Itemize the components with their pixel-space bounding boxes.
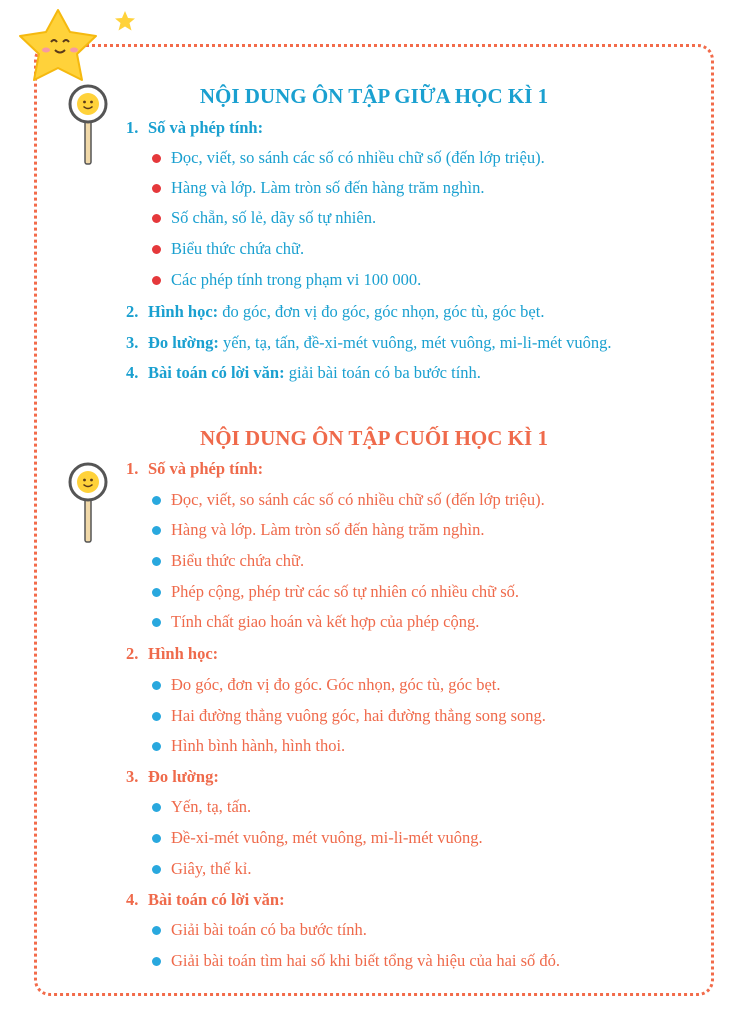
list-item-text: Đo góc, đơn vị đo góc. Góc nhọn, góc tù, góc bẹt. [171,675,501,694]
bullet-dot [152,742,161,751]
bullet-dot [152,957,161,966]
bullet-dot [152,245,161,254]
bullet-dot [152,557,161,566]
topic-number: 2. [126,644,139,663]
topic-heading: Hình học: [148,644,219,663]
bullet-dot [152,588,161,597]
bullet-dot [152,618,161,627]
bullet-dot [152,526,161,535]
bullet-dot [152,834,161,843]
list-item-text: Đề-xi-mét vuông, mét vuông, mi-li-mét vuông. [171,828,483,847]
topic-number: 4. [126,363,139,382]
topic-number: 3. [126,333,139,352]
small-star-icon [114,10,136,32]
list-item-text: Tính chất giao hoán và kết hợp của phép cộng. [171,612,480,631]
list-item-text: Giải bài toán tìm hai số khi biết tổng và hiệu của hai số đó. [171,951,561,970]
list-item-text: Giải bài toán có ba bước tính. [171,920,367,939]
topic-heading: Bài toán có lời văn: [148,363,285,382]
list-item-text: Đọc, viết, so sánh các số có nhiều chữ số (đến lớp triệu). [171,148,545,167]
bullet-dot [152,184,161,193]
list-item-text: Hai đường thẳng vuông góc, hai đường thẳng song song. [171,706,546,725]
list-item-text: Hàng và lớp. Làm tròn số đến hàng trăm nghìn. [171,178,485,197]
list-item-text: Các phép tính trong phạm vi 100 000. [171,270,422,289]
lollipop-smiley-icon [68,460,108,544]
bullet-dot [152,926,161,935]
bullet-dot [152,712,161,721]
bullet-dot [152,681,161,690]
list-item-text: Phép cộng, phép trừ các số tự nhiên có nhiều chữ số. [171,582,520,601]
topic-text: yến, tạ, tấn, đề-xi-mét vuông, mét vuông, mi-li-mét vuông. [218,333,612,352]
topic-text: đo góc, đơn vị đo góc, góc nhọn, góc tù, góc bẹt. [218,302,545,321]
topic-text: giải bài toán có ba bước tính. [284,363,481,382]
section-title-final: NỘI DUNG ÔN TẬP CUỐI HỌC KÌ 1 [200,426,548,450]
list-item-text: Đọc, viết, so sánh các số có nhiều chữ số (đến lớp triệu). [171,490,545,509]
bullet-dot [152,214,161,223]
star-mascot-icon [10,6,106,86]
list-item-text: Số chẵn, số lẻ, dãy số tự nhiên. [171,208,377,227]
topic-number: 1. [126,118,139,137]
list-item-text: Hình bình hành, hình thoi. [171,736,346,755]
bullet-dot [152,496,161,505]
bullet-dot [152,803,161,812]
list-item-text: Hàng và lớp. Làm tròn số đến hàng trăm nghìn. [171,520,485,539]
list-item-text: Yến, tạ, tấn. [171,797,252,816]
topic-number: 4. [126,890,139,909]
topic-number: 1. [126,459,139,478]
topic-number: 2. [126,302,139,321]
topic-heading: Số và phép tính: [148,459,264,478]
topic-heading: Bài toán có lời văn: [148,890,285,909]
topic-number: 3. [126,767,139,786]
bullet-dot [152,154,161,163]
list-item-text: Biểu thức chứa chữ. [171,551,305,570]
topic-heading: Hình học: [148,302,219,321]
bullet-dot [152,865,161,874]
section-title-midterm: NỘI DUNG ÔN TẬP GIỮA HỌC KÌ 1 [199,84,549,108]
topic-heading: Đo lường: [148,767,219,786]
topic-heading: Số và phép tính: [148,118,264,137]
list-item-text: Giây, thế kỉ. [171,859,252,878]
topic-heading: Đo lường: [148,333,219,352]
bullet-dot [152,276,161,285]
list-item-text: Biểu thức chứa chữ. [171,239,305,258]
